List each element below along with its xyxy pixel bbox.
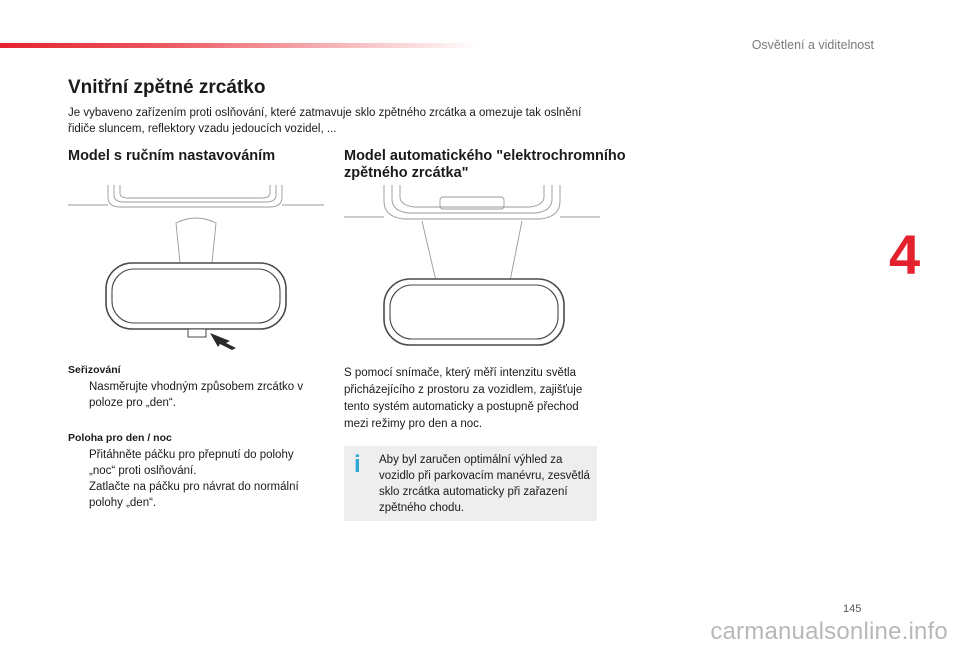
list-item: [68, 447, 320, 479]
watermark: carmanualsonline.info: [710, 618, 948, 645]
page-title: Vnitřní zpětné zrcátko: [68, 77, 266, 98]
list-item-text: Přitáhněte páčku pro přepnutí do polohy „noc“ proti oslňování.: [89, 449, 294, 477]
adjustment-title: Seřizování: [68, 364, 121, 376]
list-item-text: Nasměrujte vhodným způsobem zrcátko v poloze pro „den“.: [89, 381, 304, 409]
manual-mirror-illustration: [68, 183, 324, 351]
section-title: Osvětlení a viditelnost: [751, 38, 874, 52]
auto-model-text: S pomocí snímače, který měří intenzitu světla přicházejícího z prostoru za vozidlem, zajišťuje tento systém automaticky a postupně přechod mezi režimy pro den a noc.: [344, 367, 583, 430]
header-accent-bar: [0, 43, 480, 48]
info-text: Aby byl zaručen optimální výhled za vozidlo při parkovacím manévru, zesvětlá sklo zrcátka automaticky při zařazení zpětného chodu.: [379, 454, 590, 514]
chapter-number: 4: [889, 223, 921, 286]
manual-model-heading: Model s ručním nastavováním: [68, 148, 276, 164]
adjustment-section: [68, 362, 320, 411]
arrow-icon: [210, 333, 236, 350]
list-item-text: Zatlačte na páčku pro návrat do normální polohy „den“.: [89, 481, 299, 509]
day-night-title: Poloha pro den / noc: [68, 432, 172, 444]
day-night-section: [68, 430, 320, 511]
auto-mirror-illustration: [344, 183, 600, 351]
intro-text: Je vybaveno zařízením proti oslňování, které zatmavuje sklo zpětného zrcátka a omezuje tak oslnění řidiče sluncem, reflektory vzadu jedoucích vozidel, ...: [68, 107, 582, 135]
list-item: [68, 379, 320, 411]
auto-model-heading: Model automatického "elektrochromního zpětného zrcátka": [344, 148, 626, 181]
list-item: [68, 479, 320, 511]
page-number: 145: [843, 603, 862, 615]
info-icon: i: [354, 451, 361, 478]
info-box: [344, 446, 597, 521]
